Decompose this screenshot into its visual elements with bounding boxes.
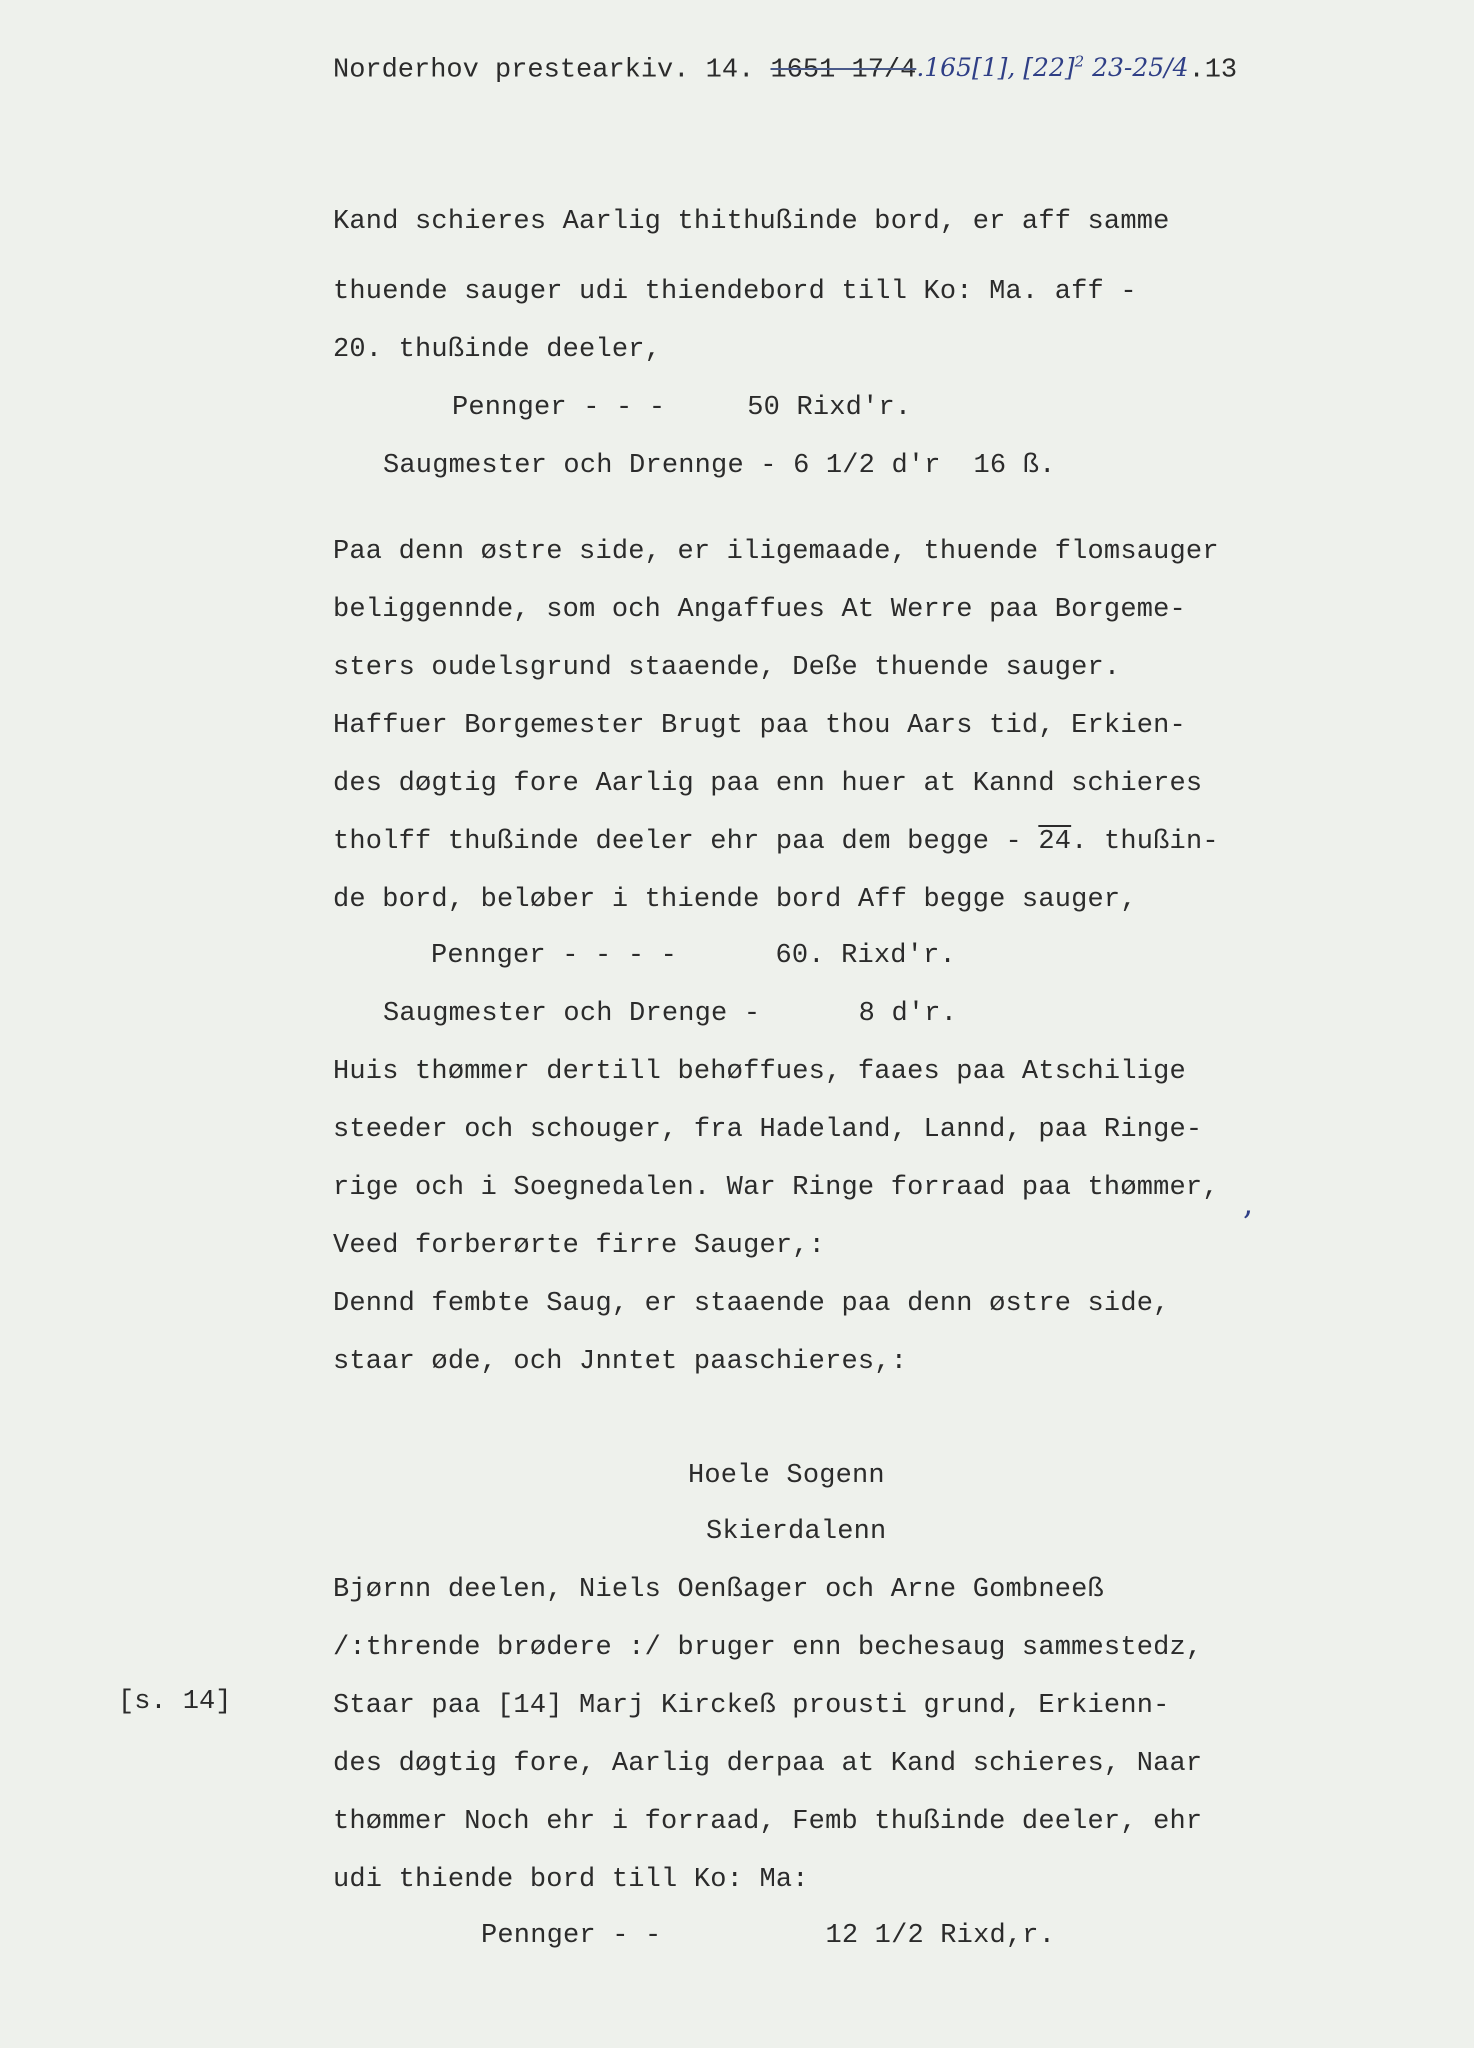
text-line: /:thrende brødere :/ bruger enn bechesaug sammestedz, (333, 1633, 1203, 1663)
text-line: thømmer Noch ehr i forraad, Femb thußinde deeler, ehr (333, 1807, 1203, 1837)
section-heading: Hoele Sogenn (688, 1461, 885, 1491)
text-line: Haffuer Borgemester Brugt paa thou Aars tid, Erkien- (333, 711, 1186, 741)
handwritten-comma-mark: , (1243, 1184, 1254, 1222)
text-line: Dennd fembte Saug, er staaende paa denn østre side, (333, 1289, 1170, 1319)
text-line: Kand schieres Aarlig thithußinde bord, er aff samme (333, 207, 1170, 237)
text-line: Pennger - - 12 1/2 Rixd,r. (481, 1921, 1056, 1951)
section-subheading: Skierdalenn (706, 1517, 887, 1547)
archive-reference: Norderhov prestearkiv. 14. (333, 55, 771, 86)
handwritten-reference: .165[1], $[22]^2$ 23-25/4 (916, 53, 1189, 83)
text-line: Veed forberørte firre Sauger,: (333, 1231, 826, 1261)
text-line: rige och i Soegnedalen. War Ringe forraad paa thømmer, (333, 1173, 1219, 1203)
page-number: .13 (1188, 55, 1238, 86)
text-line: Paa denn østre side, er iligemaade, thuende flomsauger (333, 537, 1219, 567)
text-line: Saugmester och Drenge - 8 d'r. (383, 999, 958, 1029)
text-line: beliggennde, som och Angaffues At Werre paa Borgeme- (333, 595, 1186, 625)
text-line: 20. thußinde deeler, (333, 335, 662, 365)
text-line: des døgtig fore, Aarlig derpaa at Kand schieres, Naar (333, 1749, 1203, 1779)
page-header (333, 46, 1237, 86)
text-line: Bjørnn deelen, Niels Oenßager och Arne Gombneeß (333, 1575, 1104, 1605)
text-line: staar øde, och Jnntet paaschieres,: (333, 1347, 908, 1377)
text-line: thuende sauger udi thiendebord till Ko: Ma. aff - (333, 277, 1137, 307)
text-line: tholff thußinde deeler ehr paa dem begge - 24. thußin- (333, 827, 1219, 857)
text-line: Pennger - - - 50 Rixd'r. (452, 393, 912, 423)
text-line: Huis thømmer dertill behøffues, faaes paa Atschilige (333, 1057, 1186, 1087)
text-line: Pennger - - - - 60. Rixd'r. (431, 941, 956, 971)
overlined-number: 24 (1038, 827, 1072, 857)
text-line: Staar paa [14] Marj Kirckeß prousti grund, Erkienn- (333, 1691, 1170, 1721)
margin-page-note: [s. 14] (118, 1687, 232, 1717)
text-line: steeder och schouger, fra Hadeland, Lannd, paa Ringe- (333, 1115, 1203, 1145)
text-line: des døgtig fore Aarlig paa enn huer at Kannd schieres (333, 769, 1203, 799)
text-line: udi thiende bord till Ko: Ma: (333, 1865, 809, 1895)
text-line: sters oudelsgrund staaende, Deße thuende sauger. (333, 653, 1121, 683)
text-line: Saugmester och Drennge - 6 1/2 d'r 16 ß. (383, 451, 1056, 481)
text-line: de bord, beløber i thiende bord Aff begge sauger, (333, 885, 1137, 915)
struck-date: 1651 17/4 (770, 55, 917, 86)
